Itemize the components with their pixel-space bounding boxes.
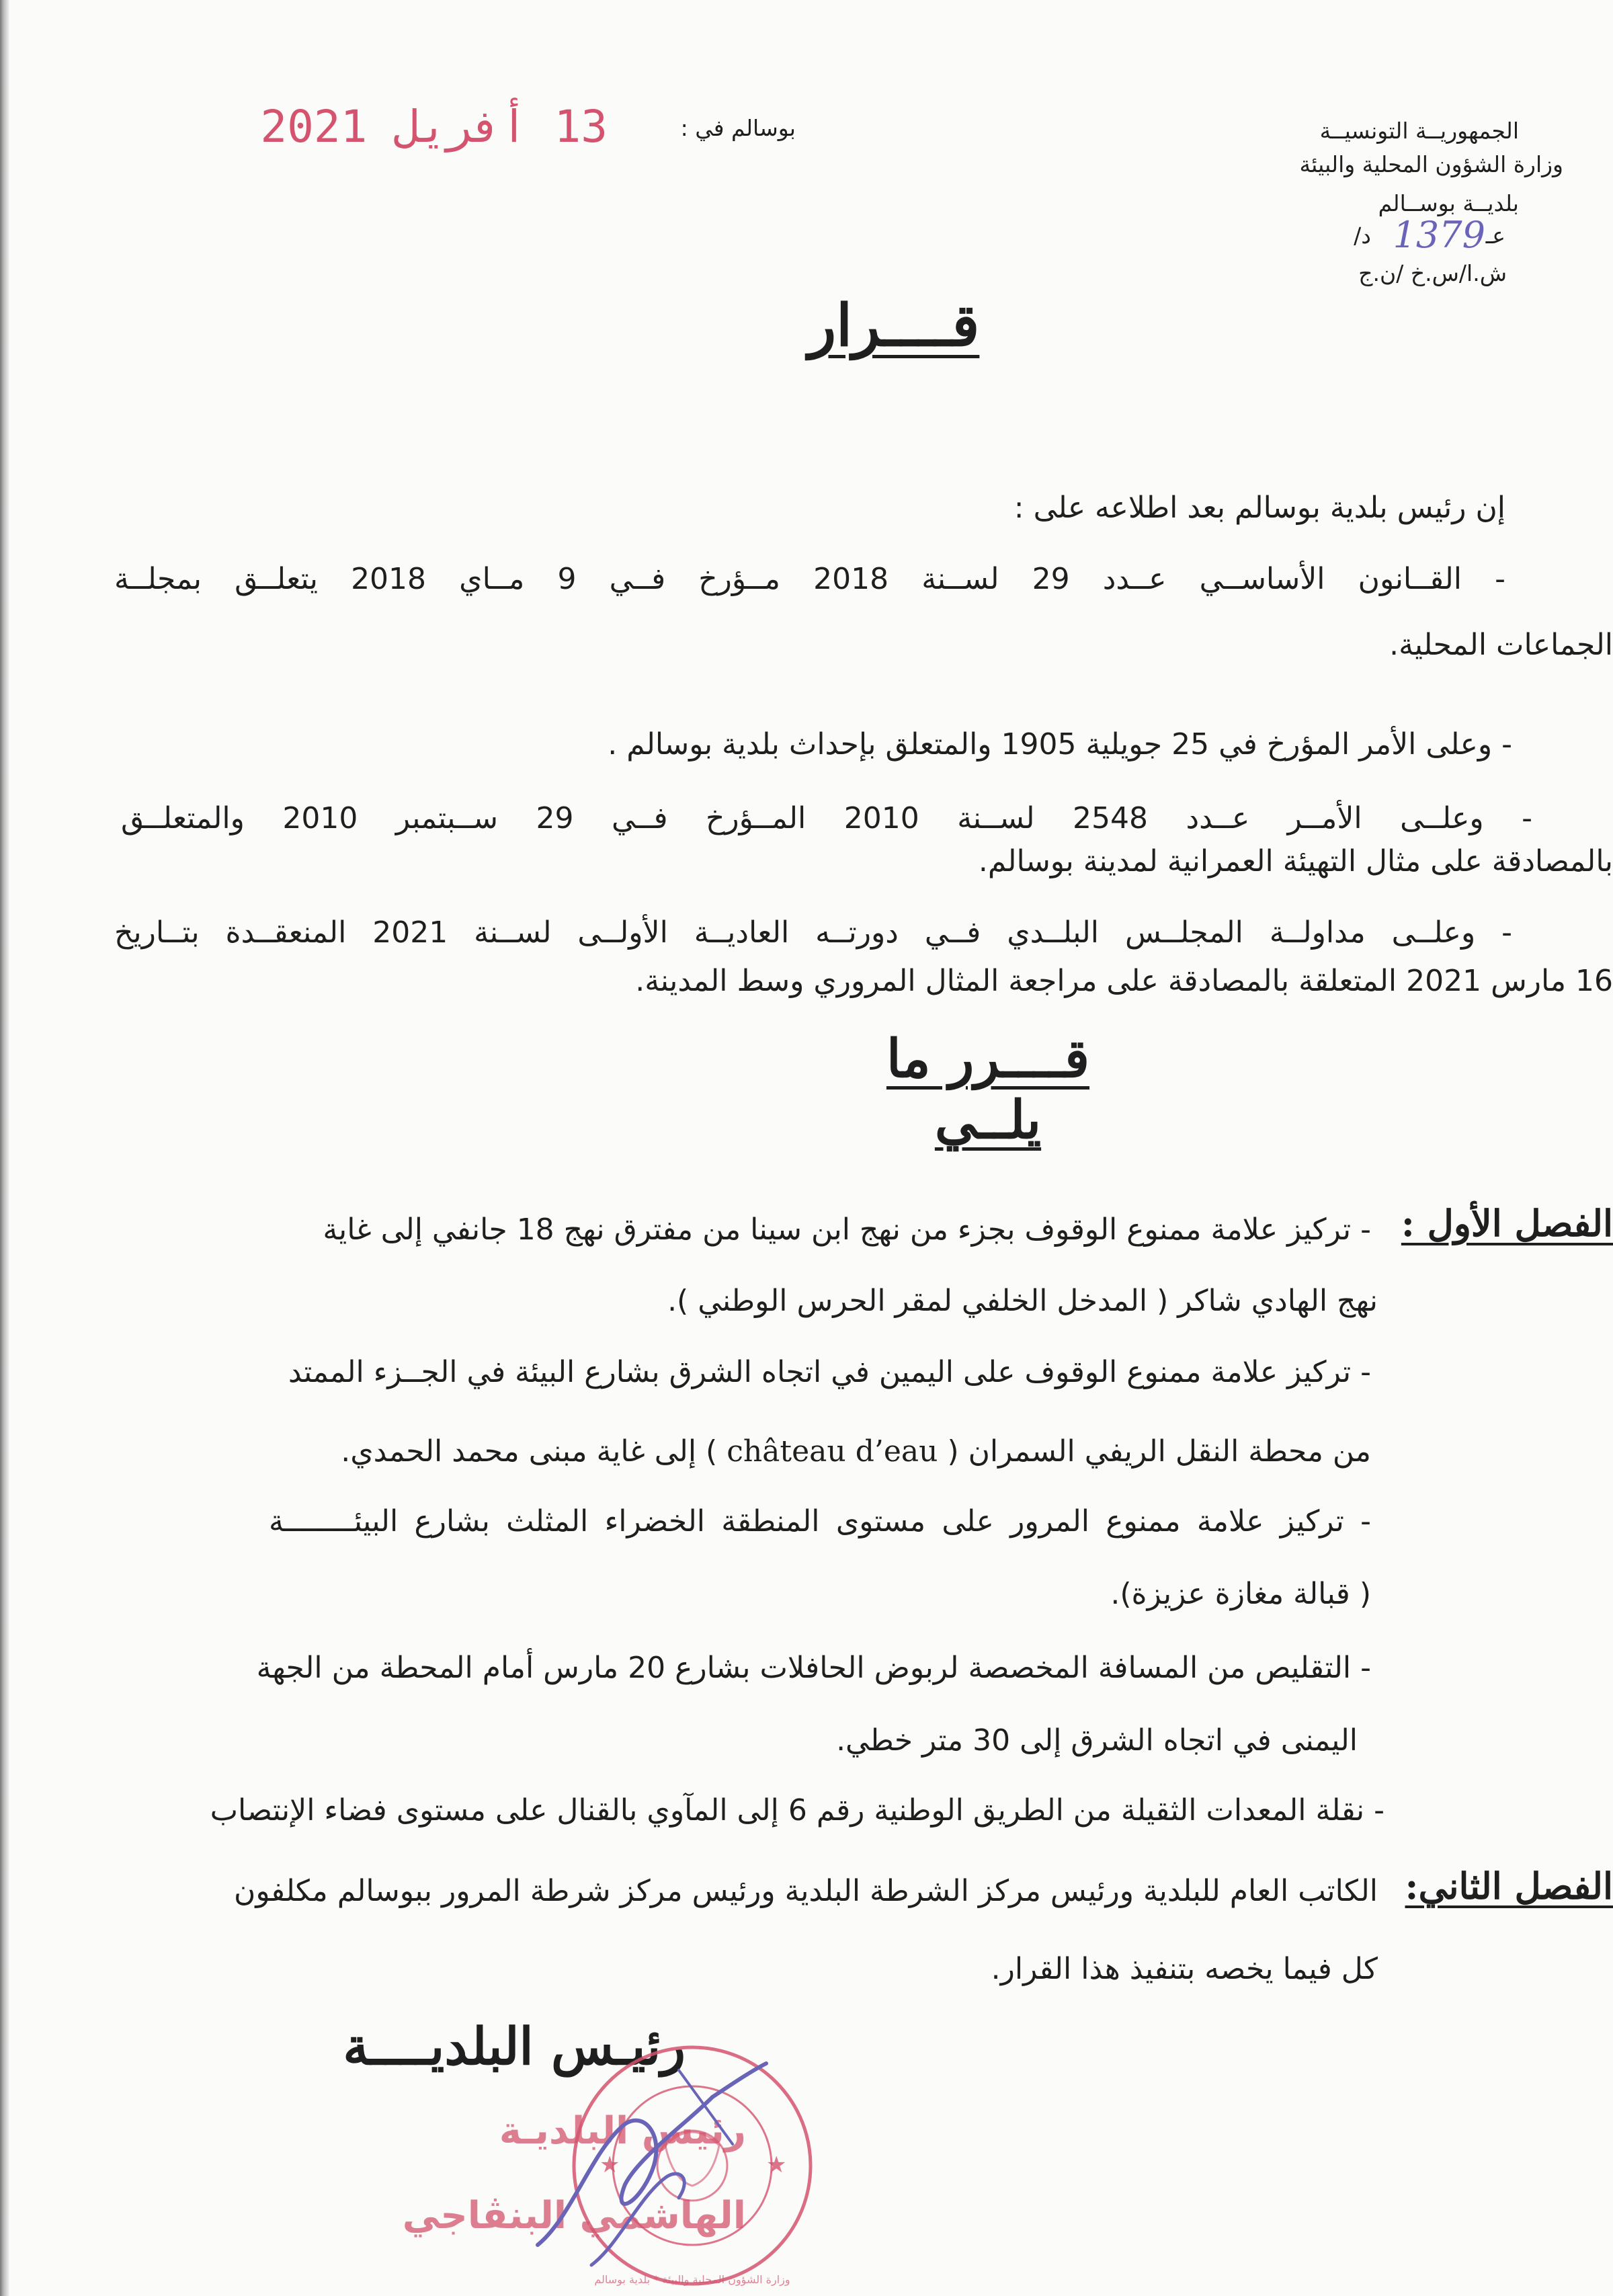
chapter-1-item-3-line2: ( قبالة مغازة عزيزة). [1110,1577,1371,1611]
intro-line: إن رئيس بلدية بوسالم بعد اطلاعه على : [1014,491,1505,525]
consideration-3-line2: بالمصادقة على مثال التهيئة العمرانية لمدينة بوسالم. [978,844,1613,878]
scan-edge-shadow [0,0,9,2296]
date-stamp: 13 أفريل 2021 [260,101,608,153]
place-label: بوسالم في : [680,115,796,141]
chapter-1-item-4-line2: اليمنى في اتجاه الشرق إلى 30 متر خطي. [836,1723,1358,1758]
republic-line: الجمهوريــة التونسيــة [1319,118,1519,144]
reference-prefix: عـ [1485,222,1505,249]
consideration-2-line1: - وعلى الأمر المؤرخ في 25 جويلية 1905 والمتعلق بإحداث بلدية بوسالم . [608,727,1512,762]
chapter-1-item-1-line1: - تركيز علامة ممنوع الوقوف بجزء من نهج ابن سينا من مفترق نهج 18 جانفي إلى غاية [323,1213,1371,1247]
chapter-2-line1: الكاتب العام للبلدية ورئيس مركز الشرطة البلدية ورئيس مركز شرطة المرور ببوسالم مكلفون [234,1874,1378,1908]
stamp-title: رئيس البلديـة [499,2109,746,2153]
reference-code: ش.ا/س.خ /ن.ج [1358,260,1507,286]
svg-text:★: ★ [766,2151,787,2178]
chapter-1-item-2-line2-start: من محطة النقل الريفي السمران ( [947,1434,1371,1469]
consideration-3-line1: - وعلــى الأمــر عــدد 2548 لســنة 2010 المــؤرخ فــي 29 ســبتمبر 2010 والمتعلــق [121,801,1533,835]
chapter-1-item-1-line2: نهج الهادي شاكر ( المدخل الخلفي لمقر الحرس الوطني ). [667,1284,1378,1318]
chapter-1-item-2-line2 [341,1432,1371,1472]
chapter-1-item-4-line1: - التقليص من المسافة المخصصة لربوض الحافلات بشارع 20 مارس أمام المحطة من الجهة [256,1651,1371,1685]
handwritten-signature [511,2043,793,2285]
consideration-4-line2: 16 مارس 2021 المتعلقة بالمصادقة على مراجعة المثال المروري وسط المدينة. [635,964,1613,998]
chapter-1-item-2-line1: - تركيز علامة ممنوع الوقوف على اليمين في اتجاه الشرق بشارع البيئة في الجــزء الممتد [288,1355,1371,1389]
chateau-deau-text: château d’eau [727,1434,938,1469]
reference-line [1264,214,1505,254]
municipality-line: بلديــة بوســالم [1378,190,1519,216]
seal-text: وزارة الشؤون المحلية والبيئة * بلدية بوسالم [594,2273,790,2286]
consideration-1-line1: - القــانون الأساســي عــدد 29 لســنة 2018 مــؤرخ فــي 9 مــاي 2018 يتعلــق بمجلــة [114,562,1506,596]
ministry-line: وزارة الشؤون المحلية والبيئة [1299,151,1563,177]
mayor-title: رئيـس البلديــــة [343,2016,686,2076]
chapter-2-label: الفصل الثاني: [1405,1864,1613,1908]
svg-text:★: ★ [599,2151,620,2178]
chapter-2-line2: كل فيما يخصه بتنفيذ هذا القرار. [991,1952,1378,1986]
chapter-1-label: الفصل الأول : [1401,1202,1613,1245]
chapter-1-item-5-line1: - نقلة المعدات الثقيلة من الطريق الوطنية رقم 6 إلى المآوي بالقنال على مستوى فضاء الإنتصاب [210,1793,1384,1828]
consideration-4-line1: - وعلــى مداولــة المجلــس البلــدي فــي دورتــه العاديــة الأولــى لســنة 2021 المنعقــدة بتــاريخ [114,915,1513,950]
chapter-1-item-3-line1: - تركيز علامة ممنوع المرور على مستوى المنطقة الخضراء المثلث بشارع البيئــــــــة [269,1504,1371,1539]
chapter-1-item-2-line2-end: ) إلى غاية مبنى محمد الحمدي. [341,1434,718,1469]
document-title: قــــرار [808,292,980,360]
consideration-1-line2: الجماعات المحلية. [1389,628,1613,662]
reference-suffix: /د [1354,222,1371,249]
reference-number: 1379 [1393,214,1485,256]
decree-heading: قــــرر ما يلــي [886,1028,1090,1151]
stamp-name: الهاشمي البنڤاجي [402,2194,746,2238]
